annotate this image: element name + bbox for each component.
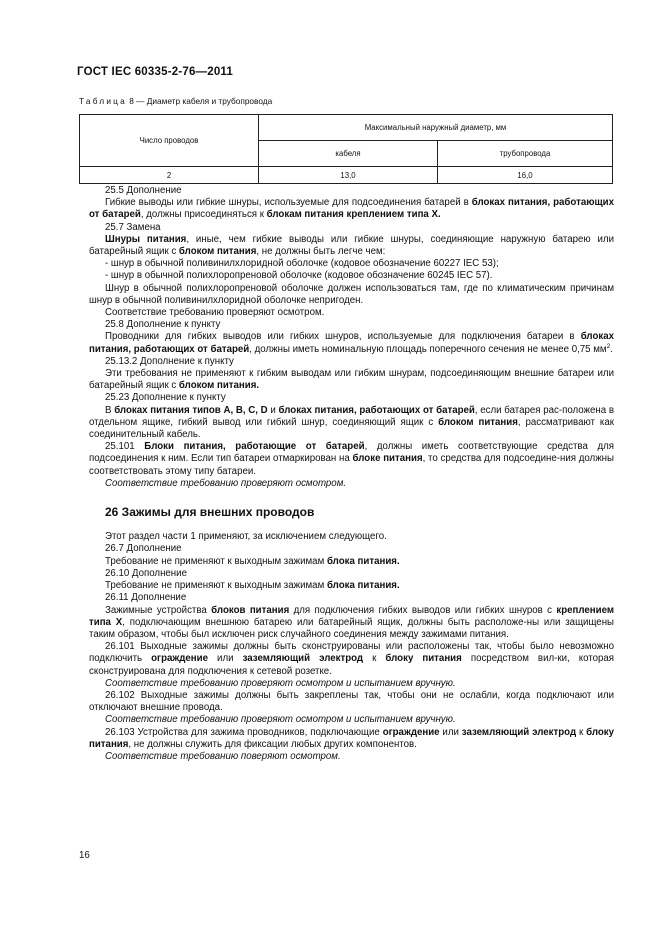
list-item: - шнур в обычной поливинилхлоридной оболочке (кодовое обозначение 60227 IEC 53); (105, 258, 499, 270)
clause-26-101: 26.101 Выходные зажимы должны быть сконструированы или расположены так, чтобы было невозможно подключить ограждение или заземляющий электрод к блоку питания посредством вил-ки, которая сконструирована для подключения к сетевой розетке. (89, 641, 615, 677)
paragraph: Зажимные устройства блоков питания для подключения гибких выводов или гибких шнуров с креплением типа X, подключающим внешнюю батарею или батарейный ящик, должны быть расположе-ны или защищены таким образом, чтобы был исключен риск случайного соединения между зажимами питания. (89, 604, 615, 640)
compliance-note: Соответствие требованию проверяют осмотром. (105, 477, 347, 489)
paragraph: Требование не применяют к выходным зажимам блока питания. (105, 555, 400, 567)
table-caption-word: Таблица (79, 96, 127, 106)
document-header: ГОСТ IEC 60335-2-76—2011 (77, 66, 233, 78)
col-header-cable: кабеля (259, 141, 438, 167)
paragraph: Требование не применяют к выходным зажимам блока питания. (105, 580, 400, 592)
clause-26-102: 26.102 Выходные зажимы должны быть закреплены так, чтобы они не ослабли, когда подключают или отключают внешние провода. (89, 689, 614, 714)
cell-conduit: 16,0 (438, 167, 613, 184)
col-header-max-diameter: Максимальный наружный диаметр, мм (259, 115, 613, 141)
table-caption (79, 96, 272, 106)
clause-25-5: 25.5 Дополнение (105, 185, 182, 196)
table-row (80, 167, 613, 184)
cable-diameter-table (79, 114, 613, 184)
compliance-note: Соответствие требованию проверяют осмотром. (105, 307, 325, 319)
paragraph: Шнуры питания, иные, чем гибкие выводы или гибкие шнуры, соединяющие наружную батарею или батарейный ящик с блоком питания, не должны быть легче чем: (89, 233, 614, 258)
cell-wires: 2 (80, 167, 259, 184)
clause-25-7: 25.7 Замена (105, 221, 161, 233)
paragraph: Гибкие выводы или гибкие шнуры, используемые для подсоединения батарей в блоках питания, работающих от батарей, должны присоединяться к блокам питания креплением типа X. (89, 197, 615, 221)
col-header-conduit: трубопровода (438, 141, 613, 167)
paragraph: Эти требования не применяют к гибким выводам или гибким шнурам, подсоединяющим внешние батареи или батарейный ящик с блоком питания. (89, 368, 614, 392)
clause-25-13-2: 25.13.2 Дополнение к пункту (105, 355, 234, 367)
clause-26-11: 26.11 Дополнение (105, 592, 187, 604)
section-heading: 26 Зажимы для внешних проводов (105, 505, 315, 520)
clause-25-23: 25.23 Дополнение к пункту (105, 392, 226, 404)
clause-26-10: 26.10 Дополнение (105, 567, 187, 579)
paragraph: Шнур в обычной полихлоропреновой оболочке должен использоваться там, где по климатическим причинам шнур в обычной поливинилхлоридной оболочке непригоден. (89, 282, 614, 306)
clause-25-101: 25.101 Блоки питания, работающие от батарей, должны иметь соответствующие средства для подсоединения к ним. Если тип батареи отмаркирован на блоке питания, то средства для подсоедине-ния должны соответствовать этому типу батареи. (89, 441, 615, 477)
clause-26-7: 26.7 Дополнение (105, 543, 182, 555)
clause-26-103: 26.103 Устройства для зажима проводников, подключающие ограждение или заземляющий электрод к блоку питания, не должны служить для фиксации любых других компонентов. (89, 726, 615, 750)
document-body (89, 185, 614, 763)
paragraph: Этот раздел части 1 применяют, за исключением следующего. (105, 531, 387, 543)
clause-25-8: 25.8 Дополнение к пункту (105, 319, 221, 331)
cell-cable: 13,0 (259, 167, 438, 184)
compliance-note: Соответствие требованию проверяют осмотром и испытанием вручную. (105, 677, 456, 689)
col-header-wires: Число проводов (80, 115, 259, 167)
page-number: 16 (79, 850, 90, 861)
compliance-note: Соответствие требованию поверяют осмотром. (105, 750, 341, 762)
list-item: - шнур в обычной полихлоропреновой оболочке (кодовое обозначение 60245 IEC 57). (105, 270, 493, 282)
paragraph: Проводники для гибких выводов или гибких шнуров, используемые для подключения батареи в блоках питания, работающих от батарей, должны иметь номинальную площадь поперечного сечения не менее 0,75 $мм^2$. (89, 331, 614, 355)
table-caption-title: 8 — Диаметр кабеля и трубопровода (126, 96, 273, 106)
paragraph: В блоках питания типов A, B, C, D и блоках питания, работающих от батарей, если батарея рас-положена в отдельном ящике, гибкий вывод или гибкий шнур, соединяющий ящик с блоком питания, рассматривают как соединительный кабель. (89, 404, 615, 441)
compliance-note: Соответствие требованию проверяют осмотром и испытанием вручную. (105, 714, 456, 726)
